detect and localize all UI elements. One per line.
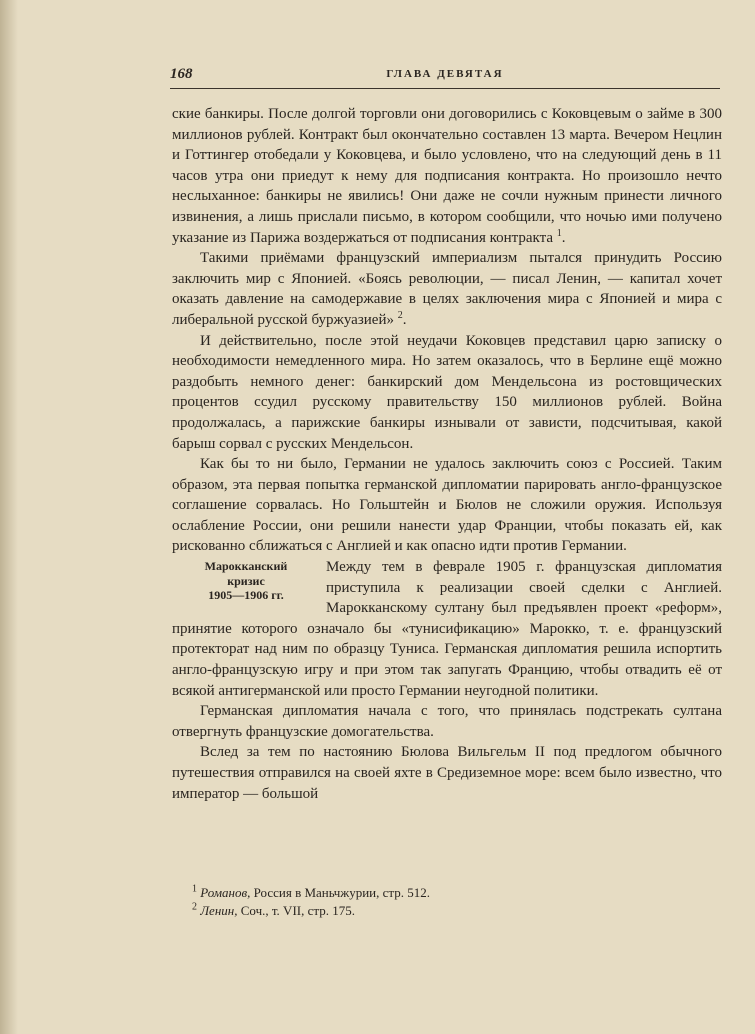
chapter-title: ГЛАВА ДЕВЯТАЯ — [386, 68, 504, 80]
footnote-ref: 2 — [397, 309, 403, 321]
paragraph: И действительно, после этой неудачи Коковцев представил царю записку о необходимости немедленного мира. Но затем оказалось, что в Берлине ещё можно раздобыть немного денег: банкирский дом Мендельсона из ростовщических процентов ссудил русскому правительству 150 миллионов рублей. Война продолжалась, а парижские банкиры изнывали от зависти, подсчитывая, какой барыш сорвал с русских Мендельсон. — [172, 332, 722, 452]
paragraph: ские банкиры. После долгой торговли они договорились с Коковцевым о займе в 300 миллионов рублей. Контракт был окончательно составлен 13 марта. Вечером Нецлин и Готтингер отобедали у Коковцева, и было условлено, что на следующий день в 11 часов утра они приедут к нему для подписания контракта. Но произошло нечто неслыханное: банкиры не явились! Они даже не сочли нужным принести личного извинения, а лишь прислали письмо, в котором сообщили, что ночью ими получено указание из Парижа воздержаться от подписания контракта $^1$. — [172, 106, 722, 246]
footnote: $^1$ Романов, Россия в Маньчжурии, стр. 512. — [192, 883, 430, 900]
header-rule — [170, 88, 720, 89]
footnote-ref: 1 — [556, 227, 562, 239]
paragraph: Вслед за тем по настоянию Бюлова Вильгельм II под предлогом обычного путешествия отправился на своей яхте в Средиземное море: всем было известно, что император — большой — [172, 744, 722, 802]
footnotes — [192, 884, 712, 920]
body-text — [172, 104, 722, 804]
page-header — [170, 66, 720, 86]
page-number: 168 — [170, 66, 193, 82]
footnote: $^2$ Ленин, Соч., т. VII, стр. 175. — [192, 901, 355, 918]
paragraph: Как бы то ни было, Германии не удалось заключить союз с Россией. Таким образом, эта первая попытка германской дипломатии парировать англо-французское соглашение сорвалась. Но Гольштейн и Бюлов не сложили оружия. Используя ослабление России, они решили нанести удар Франции, чтобы показать ей, как рискованно сближаться с Англией и как опасно идти против Германии. — [172, 456, 722, 555]
page-binding-shadow — [0, 0, 18, 1034]
paragraph: Такими приёмами французский империализм пытался принудить Россию заключить мир с Японией. «Боясь революции, — писал Ленин, — капитал хочет оказать давление на самодержавие в целях заключения мира с Японией и мира с либеральной русской буржуазией» $^2$. — [172, 250, 722, 328]
margin-note: Марокканский кризис 1905—1906 гг. — [204, 559, 288, 603]
paragraph: Германская дипломатия начала с того, что принялась подстрекать султана отвергнуть французские домогательства. — [172, 703, 722, 740]
paragraph: Марокканский кризис 1905—1906 гг. Между тем в феврале 1905 г. французская дипломатия приступила к реализации своей сделки с Англией. Марокканскому султану был предъявлен проект «реформ», принятие которого означало бы «тунисификацию» Марокко, т. е. французский протекторат над ним по образцу Туниса. Германская дипломатия решила испортить англо-французскую игру и при этом так запугать Францию, чтобы отвадить её от всякой антигерманской или просто Германии неугодной политики. — [172, 559, 722, 699]
